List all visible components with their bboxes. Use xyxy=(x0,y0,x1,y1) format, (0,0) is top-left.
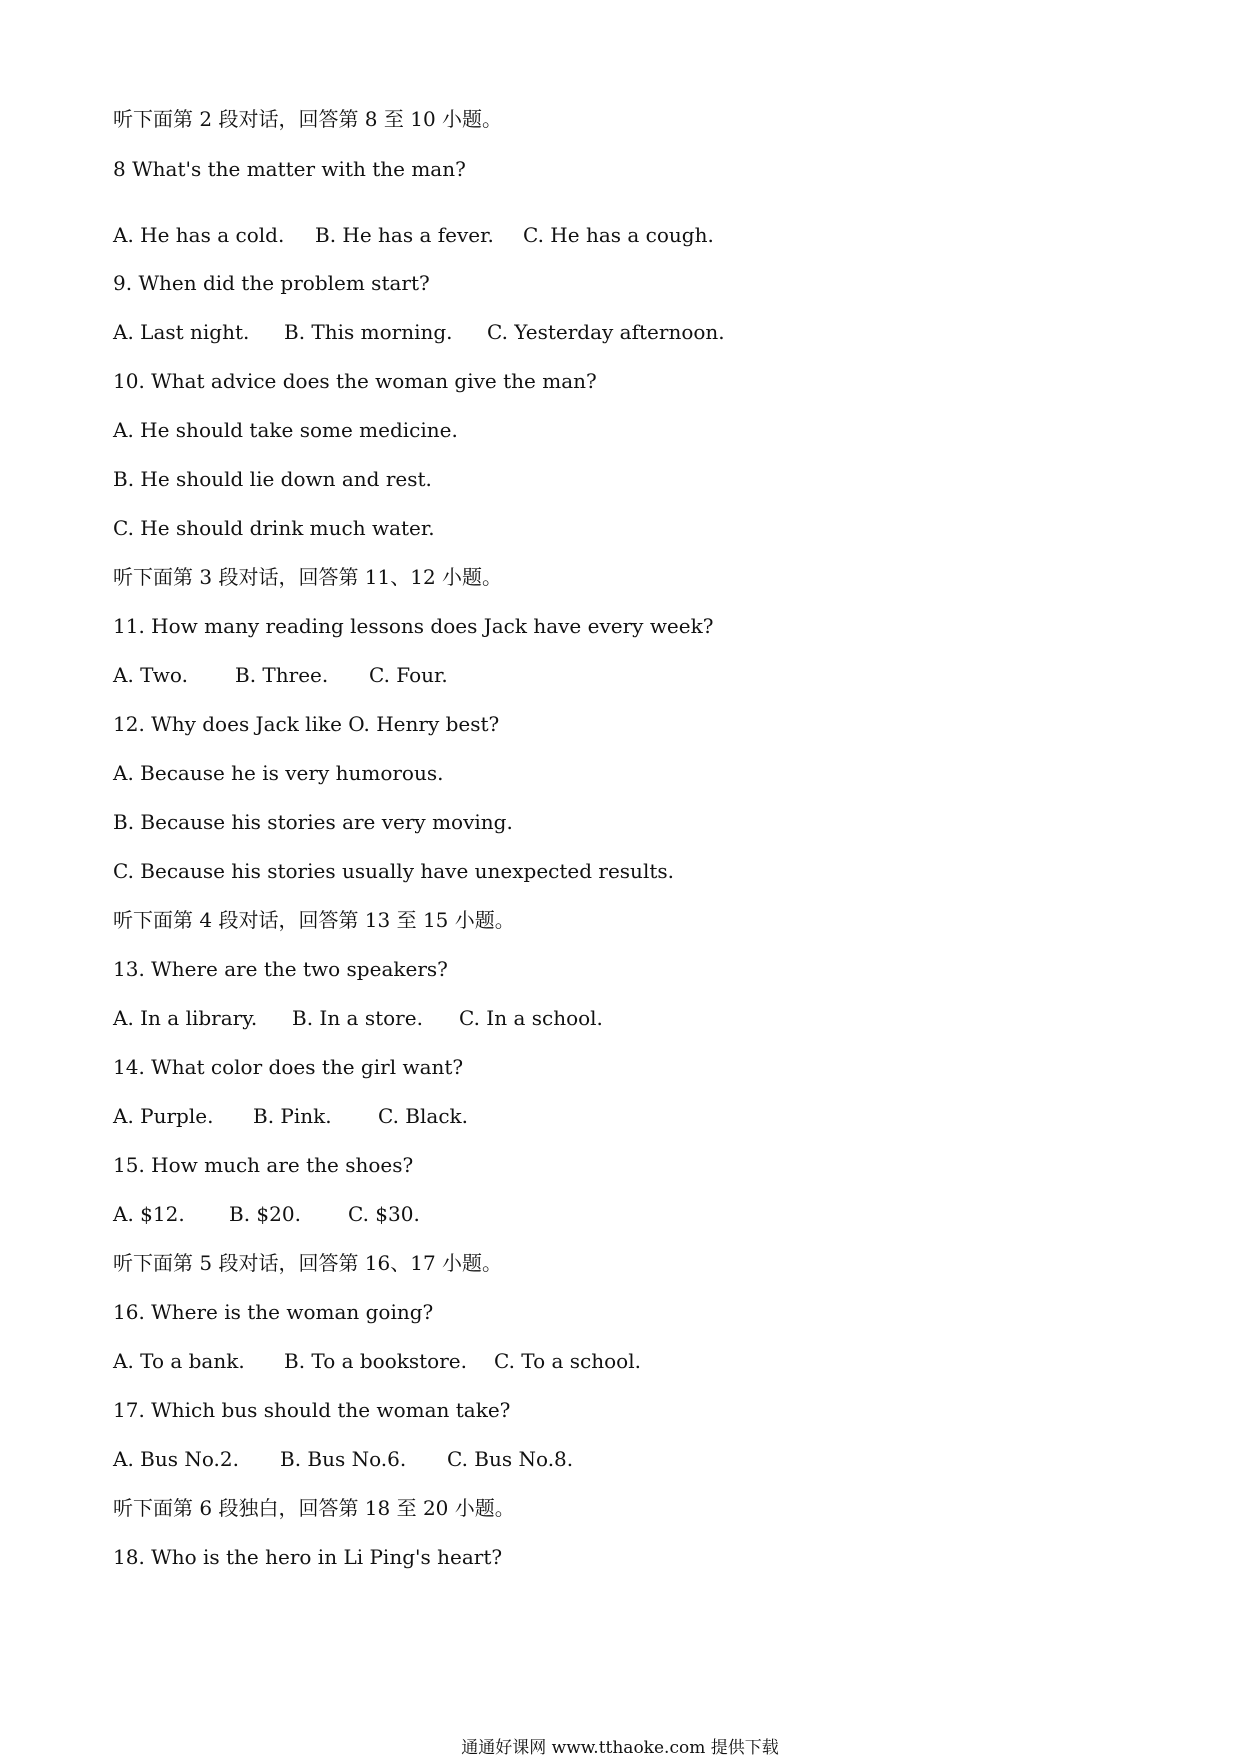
section-header: 听下面第 6 段独白，回答第 18 至 20 小题。 xyxy=(113,1496,515,1520)
option-c: C. He should drink much water. xyxy=(113,516,435,540)
option-b: B. To a bookstore. xyxy=(284,1349,467,1373)
section-header: 听下面第 5 段对话，回答第 16、17 小题。 xyxy=(113,1251,503,1275)
option-a: A. Two. xyxy=(113,663,188,687)
option-a: A. Because he is very humorous. xyxy=(113,761,444,785)
option-a: A. To a bank. xyxy=(113,1349,245,1373)
question-16: 16. Where is the woman going? xyxy=(113,1300,434,1324)
question-14: 14. What color does the girl want? xyxy=(113,1055,464,1079)
option-c: C. Yesterday afternoon. xyxy=(487,320,725,344)
option-a: A. He should take some medicine. xyxy=(113,418,458,442)
question-10: 10. What advice does the woman give the man? xyxy=(113,369,597,393)
option-c: C. To a school. xyxy=(494,1349,641,1373)
option-a: A. $12. xyxy=(113,1202,185,1226)
option-a: A. He has a cold. xyxy=(113,223,285,247)
option-a: A. Purple. xyxy=(113,1104,214,1128)
question-18: 18. Who is the hero in Li Ping's heart? xyxy=(113,1545,503,1569)
option-b: B. He should lie down and rest. xyxy=(113,467,432,491)
question-9: 9. When did the problem start? xyxy=(113,271,430,295)
option-a: A. In a library. xyxy=(113,1006,258,1030)
option-a: A. Last night. xyxy=(113,320,250,344)
option-c: C. Four. xyxy=(369,663,448,687)
question-8: 8 What's the matter with the man? xyxy=(113,157,466,181)
option-b: B. This morning. xyxy=(284,320,453,344)
section-header: 听下面第 2 段对话，回答第 8 至 10 小题。 xyxy=(113,107,503,131)
option-b: B. $20. xyxy=(229,1202,301,1226)
question-12: 12. Why does Jack like O. Henry best? xyxy=(113,712,500,736)
option-c: C. $30. xyxy=(348,1202,420,1226)
option-c: C. Bus No.8. xyxy=(447,1447,574,1471)
option-b: B. He has a fever. xyxy=(315,223,494,247)
page-footer: 通通好课网 www.tthaoke.com 提供下载 xyxy=(461,1738,779,1758)
option-b: B. Three. xyxy=(235,663,329,687)
question-11: 11. How many reading lessons does Jack have every week? xyxy=(113,614,714,638)
option-b: B. In a store. xyxy=(292,1006,423,1030)
option-b: B. Because his stories are very moving. xyxy=(113,810,513,834)
question-13: 13. Where are the two speakers? xyxy=(113,957,448,981)
option-c: C. In a school. xyxy=(459,1006,603,1030)
option-b: B. Pink. xyxy=(253,1104,332,1128)
option-c: C. Because his stories usually have unexpected results. xyxy=(113,859,674,883)
question-17: 17. Which bus should the woman take? xyxy=(113,1398,511,1422)
section-header: 听下面第 4 段对话，回答第 13 至 15 小题。 xyxy=(113,908,515,932)
option-a: A. Bus No.2. xyxy=(113,1447,239,1471)
section-header: 听下面第 3 段对话，回答第 11、12 小题。 xyxy=(113,565,503,589)
question-15: 15. How much are the shoes? xyxy=(113,1153,414,1177)
option-c: C. Black. xyxy=(378,1104,468,1128)
option-b: B. Bus No.6. xyxy=(280,1447,407,1471)
option-c: C. He has a cough. xyxy=(523,223,714,247)
